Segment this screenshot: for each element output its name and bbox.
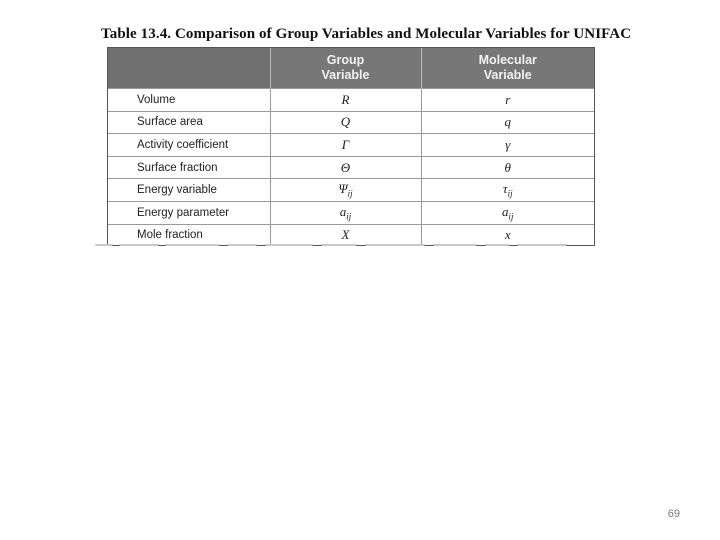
molecular-variable-symbol: $a_{ij}$ — [421, 201, 594, 224]
molecular-variable-symbol: r — [421, 89, 594, 112]
header-molecular-line2: Variable — [483, 68, 532, 82]
header-molecular-line1: Molecular — [478, 53, 537, 67]
row-label: Surface fraction — [108, 156, 270, 179]
table-row — [108, 111, 594, 134]
table-row — [108, 156, 594, 179]
table-row — [108, 201, 594, 224]
group-variable-symbol: Θ — [270, 156, 421, 179]
header-group-variable — [270, 48, 421, 89]
row-label: Surface area — [108, 111, 270, 134]
group-variable-symbol: Γ — [270, 134, 421, 157]
header-row — [108, 48, 594, 89]
molecular-variable-symbol: $\tau_{ij}$ — [421, 179, 594, 202]
molecular-variable-symbol: θ — [421, 156, 594, 179]
table-caption: Table 13.4. Comparison of Group Variables and Molecular Variables for UNIFAC — [101, 26, 632, 42]
molecular-variable-symbol: γ — [421, 134, 594, 157]
molecular-variable-symbol: q — [421, 111, 594, 134]
group-variable-symbol: R — [270, 89, 421, 112]
molecular-variable-symbol: x — [421, 224, 594, 246]
row-label: Activity coefficient — [108, 134, 270, 157]
header-molecular-variable — [421, 48, 594, 89]
row-label: Volume — [108, 89, 270, 112]
cropped-text-fragment — [95, 244, 575, 256]
group-variable-symbol: X — [270, 224, 421, 246]
page-number: 69 — [667, 508, 680, 520]
group-variable-symbol: $\Psi_{ij}$ — [270, 179, 421, 202]
header-group-line2: Variable — [321, 68, 370, 82]
comparison-table — [108, 48, 594, 246]
row-label: Energy parameter — [108, 201, 270, 224]
row-label: Mole fraction — [108, 224, 270, 246]
table-row — [108, 89, 594, 112]
row-label: Energy variable — [108, 179, 270, 202]
header-group-line1: Group — [326, 53, 365, 67]
table-row — [108, 179, 594, 202]
table-row — [108, 134, 594, 157]
group-variable-symbol: Q — [270, 111, 421, 134]
table-image — [107, 47, 595, 246]
group-variable-symbol: $a_{ij}$ — [270, 201, 421, 224]
table-row — [108, 224, 594, 246]
header-empty-cell — [108, 48, 270, 89]
